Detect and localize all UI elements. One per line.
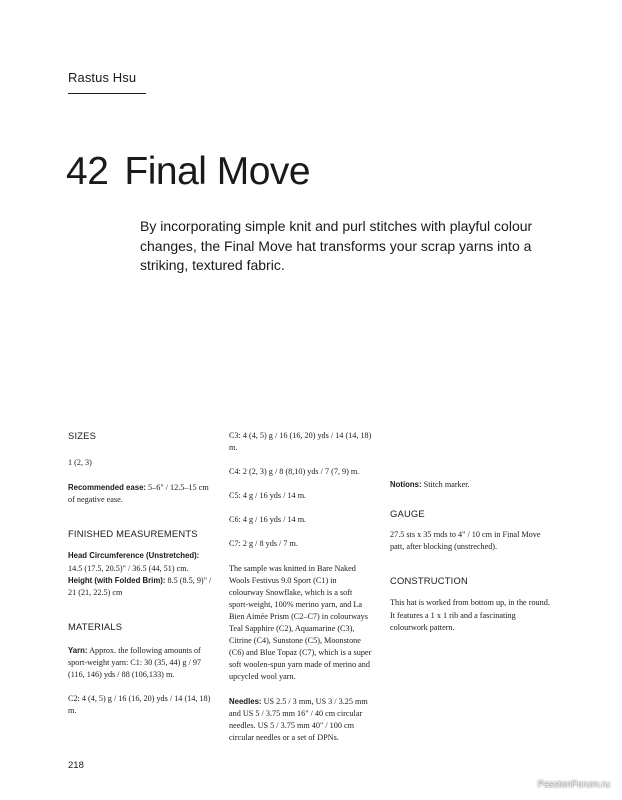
c5-amount: C5: 4 g / 16 yds / 14 m. xyxy=(229,491,307,501)
watermark: PassionForum.ru xyxy=(537,779,610,790)
author-underline xyxy=(68,93,146,94)
ease-label: Recommended ease: xyxy=(68,483,146,493)
needles-label: Needles: xyxy=(229,696,262,706)
sizes-values: 1 (2, 3) xyxy=(68,458,92,468)
column-2 xyxy=(229,430,373,744)
needles-text: US 2.5 / 3 mm, US 3 / 3.25 mm and US 5 / 3.75 mm 16" / 40 cm circular needles. US 5 / 3.75 mm 40" / 100 cm circular needles or a set of DPNs. xyxy=(229,696,368,742)
construction-text: This hat is worked from bottom up, in the round. It features a 1 x 1 rib and a fascinating colourwork pattern. xyxy=(390,598,550,632)
height-label: Height (with Folded Brim): xyxy=(68,575,166,585)
c7-amount: C7: 2 g / 8 yds / 7 m. xyxy=(229,539,298,549)
ease-paragraph xyxy=(68,482,212,506)
c2-amount: C2: 4 (4, 5) g / 16 (16, 20) yds / 14 (14, 18) m. xyxy=(68,694,211,716)
pattern-number: 42 xyxy=(66,150,109,193)
notions-paragraph xyxy=(390,479,550,491)
column-1 xyxy=(68,430,212,717)
sizes-heading: SIZES xyxy=(68,430,97,441)
head-label: Head Circumference (Unstretched): xyxy=(68,551,200,561)
yarn-text: Approx. the following amounts of sport-weight yarn: C1: 30 (35, 44) g / 97 (116, 146) yds / 88 (106,133) m. xyxy=(68,645,202,680)
column-3 xyxy=(390,479,550,634)
notions-label: Notions: xyxy=(390,480,422,489)
sample-paragraph: The sample was knitted in Bare Naked Wools Festivus 9.0 Sport (C1) in colourway Snowflake, which is a soft sport-weight, 100% merino yarn, and La Bien Aimée Prism (C2–C7) in colourways Teal Sapphire (C2), Aquamarine (C3), Citrine (C4), Sunstone (C5), Moonstone (C6) and Blue Topaz (C7), which is a super soft woolen-spun yarn made of merino and upcycled wool yarn. xyxy=(229,563,372,682)
materials-heading: MATERIALS xyxy=(68,620,123,632)
needles-paragraph xyxy=(229,696,373,744)
construction-heading: CONSTRUCTION xyxy=(390,575,468,587)
head-paragraph xyxy=(68,550,212,574)
c6-amount: C6: 4 g / 16 yds / 14 m. xyxy=(229,515,307,525)
notions-text: Stitch marker. xyxy=(421,480,470,489)
pattern-title xyxy=(66,150,310,194)
gauge-heading: GAUGE xyxy=(390,508,425,520)
c4-amount: C4: 2 (2, 3) g / 8 (8,10) yds / 7 (7, 9) m. xyxy=(229,467,360,477)
intro-paragraph: By incorporating simple knit and purl stitches with playful colour changes, the Final Move hat transforms your scrap yarns into a striking, textured fabric. xyxy=(140,218,533,273)
height-text: 8.5 (8.5, 9)" / 21 (21, 22.5) cm xyxy=(68,575,212,597)
author-name: Rastus Hsu xyxy=(68,70,137,85)
head-text: 14.5 (17.5, 20.5)" / 36.5 (44, 51) cm. xyxy=(68,563,189,573)
height-paragraph xyxy=(68,575,212,599)
gauge-text: 27.5 sts x 35 rnds to 4" / 10 cm in Final Move patt, after blocking (unstreched). xyxy=(390,530,541,552)
c3-amount: C3: 4 (4, 5) g / 16 (16, 20) yds / 14 (14, 18) m. xyxy=(229,431,372,453)
finished-heading: FINISHED MEASUREMENTS xyxy=(68,528,198,540)
pattern-name: Final Move xyxy=(124,150,311,193)
ease-text: 5–6" / 12.5–15 cm of negative ease. xyxy=(68,483,209,505)
yarn-label: Yarn: xyxy=(68,645,88,655)
yarn-paragraph xyxy=(68,645,212,681)
page-number: 218 xyxy=(68,760,84,771)
